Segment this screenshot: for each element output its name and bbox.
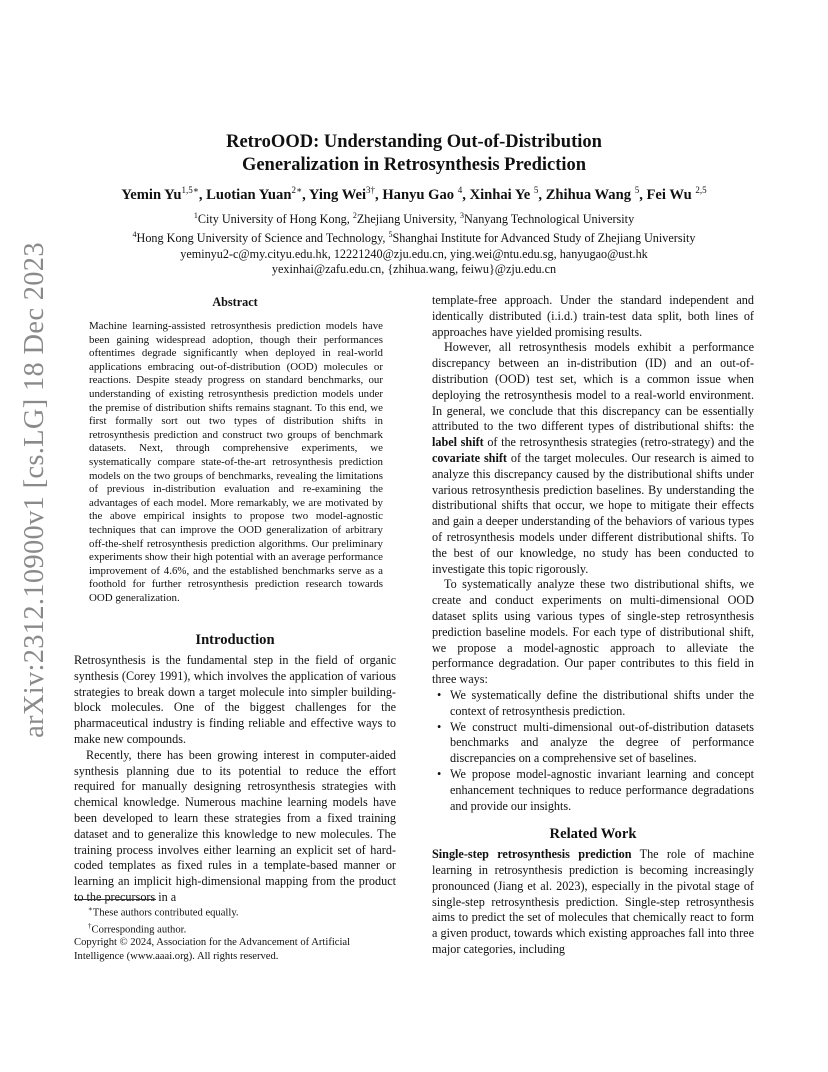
paragraph-text: of the retrosynthesis strategies (retro-strategy) and the [483,435,755,450]
email-line-2: yexinhai@zafu.edu.cn, {zhihua.wang, feiwu}@zju.edu.cn [271,261,557,276]
intro-paragraph-3: template-free approach. Under the standard independent and identically distributed (i.i.d.) train-test data split, both lines of approaches have yielded promising results. [432,293,754,339]
related-work-heading: Related Work [549,826,637,843]
paragraph-text: However, all retrosynthesis models exhibit a performance discrepancy between an in-distribution (ID) and an out-of-distribution (OOD) test set, which is a common issue when deploying the retrosynthesis model to a real-world environment. In general, we conclude that this discrepancy can be essentially attributed to the two different types of distributional shifts: the [432,340,754,434]
author-name: Ying Wei [308,186,367,203]
list-item: • We propose model-agnostic invariant learning and concept enhancement techniques to reduce performance degradations and provide our insights. [432,767,754,814]
author-affil-marker: 2∗ [291,185,303,195]
list-item: • We systematically define the distributional shifts under the context of retrosynthesis prediction. [432,688,754,720]
author-list: Yemin $Yu^{1,5∗}$, Luotian Yuan$^{2∗}$, Ying Wei$^{3\dagger}$, Hanyu Gao $^4$, Xinhai Ye $^5$, Zhihua Wang $^5$, Fei Wu $^{2,5}$ [121,185,707,203]
intro-paragraph-2: Recently, there has been growing interest in computer-aided synthesis planning due to its potential to reduce the effort required for manually designing retrosynthesis strategies with chemical knowledge. Numerous machine learning models have been developed to learn these strategies from a fixed training dataset and to generalize this knowledge to new molecules. The training process involves either learning an explicit set of hard-coded templates as fixed rules in a template-based manner or learning an implicit high-dimensional mapping from the product to the precursors in a [74,747,396,904]
author-affil-marker: 4 [457,185,463,195]
title-line-1: RetroOOD: Understanding Out-of-Distribution [226,132,602,152]
author-affil-marker: 5 [634,185,640,195]
abstract-text: Machine learning-assisted retrosynthesis prediction models have been gaining widespread adoption, though their performances oftentimes degrade significantly when deployed in real-world applications embracing out-of-distribution (OOD) molecules or reactions. Despite steady progress on standard benchmarks, our understanding of existing retrosynthesis prediction models under the premise of distribution shifts remains stagnant. To this end, we first formally sort out two types of distribution shifts in retrosynthesis prediction and construct two groups of benchmark datasets. Next, through comprehensive experiments, we systematically compare state-of-the-art retrosynthesis prediction models on the two groups of benchmarks, revealing the limitations of previous in-distribution evaluation and re-examining the advantages of each model. More remarkably, we are motivated by the above empirical insights to propose two model-agnostic techniques that can improve the OOD generalization of arbitrary off-the-shelf retrosynthesis prediction algorithms. Our preliminary experiments show their high potential with an average performance improvement of 4.6%, and the established benchmarks serve as a foothold for further retrosynthesis prediction research towards OOD generalization. [89,320,383,604]
footnotes [74,899,396,963]
affiliation-line-2 [74,227,754,246]
affil-marker: 4 [132,230,137,240]
author-affil-marker: 3† [366,185,376,195]
affil-name: Shanghai Institute for Advanced Study of Zhejiang University [392,231,696,246]
footnote-equal-contribution [74,903,396,920]
paragraph-lead-heading: Single-step retrosynthesis prediction [432,847,632,862]
related-work-paragraph [432,847,754,958]
abstract-heading: Abstract [212,295,258,309]
author-name: Luotian Yuan [206,186,292,203]
author-name: Hanyu Gao [382,186,455,203]
arxiv-sidebar-stamp [19,242,50,738]
copyright-notice: Copyright © 2024, Association for the Advancement of Artificial Intelligence (www.aaai.org). All rights reserved. [74,937,351,962]
affiliation-line-1 [74,208,754,227]
author-name: Xinhai Ye [469,186,531,203]
title-line-2: Generalization in Retrosynthesis Prediction [241,155,587,175]
affil-marker: 2 [352,211,357,220]
intro-paragraph-4 [432,340,754,577]
list-item: • We construct multi-dimensional out-of-distribution datasets benchmarks and analyze the degree of performance discrepancies on a comprehensive set of baselines. [432,720,754,767]
emphasis-covariate-shift: covariate shift [432,450,507,465]
author-name: Yemin Yu [121,186,182,203]
affil-marker: 3 [459,211,464,220]
affil-marker: 1 [193,211,198,220]
emphasis-label-shift: label shift [432,435,484,450]
footnote-marker: ∗ [88,905,93,913]
paragraph-text: of the target molecules. Our research is aimed to analyze this discrepancy caused by the distributional shifts under various retrosynthesis prediction baselines. By understanding the distributional shifts that occur, we hope to mitigate their effects and gain a deeper understanding of the behaviors of various types of retrosynthesis models under different distributional shifts. To the best of our knowledge, no study has been conducted to investigate this topic rigorously. [432,450,754,576]
affiliations [74,208,754,277]
contribution-list [432,688,754,814]
footnote-text: Corresponding author. [91,924,187,936]
paper-title [74,131,754,177]
footnote-marker: † [88,921,92,930]
footnote-text: These authors contributed equally. [92,907,239,919]
affil-name: City University of Hong Kong, [197,212,353,227]
intro-paragraph-5: To systematically analyze these two distributional shifts, we create and conduct experiments on multi-dimensional OOD dataset splits using various types of single-step retrosynthesis prediction baseline models. For each type of distributional shift, we propose a model-agnostic approach to alleviate the performance degradation. Our paper contributes to this field in three ways: [432,577,754,687]
affil-name: Nanyang Technological University [463,212,635,227]
author-affil-marker: 1,5∗ [181,185,199,195]
intro-paragraph-1: Retrosynthesis is the fundamental step in the field of organic synthesis (Corey 1991), which involves the application of various strategies to break down a target molecule into simpler building-block molecules. One of the biggest challenges for the pharmaceutical industry is finding reliable and effective ways to make new compounds. [74,653,396,746]
arxiv-identifier: arXiv:2312.10900v1 [cs.LG] 18 Dec 2023 [19,242,50,738]
email-line-1: yeminyu2-c@my.cityu.edu.hk, 12221240@zju.edu.cn, ying.wei@ntu.edu.sg, hanyugao@ust.hk [180,246,648,261]
introduction-section [74,632,396,906]
paragraph-text: The role of machine learning in retrosynthesis prediction is becoming increasingly pronounced (Jiang et al. 2023), especially in the pivotal stage of single-step retrosynthesis prediction. Single-step retrosynthesis aims to predict the set of molecules that chemically react to form a given product, towards which existing approaches fall into three major categories, including [432,847,754,957]
author-name: Zhihua Wang [545,186,632,203]
affil-name: Hong Kong University of Science and Technology, [136,231,389,246]
right-column [432,293,754,958]
footnote-rule [74,899,156,900]
footnote-corresponding [74,920,396,937]
affil-marker: 5 [388,230,393,240]
introduction-heading: Introduction [195,632,275,648]
affil-name: Zhejiang University, [356,212,460,227]
author-affil-marker: 5 [533,185,539,195]
author-affil-marker: 2,5 [695,185,707,195]
author-name: Fei Wu [646,186,692,203]
